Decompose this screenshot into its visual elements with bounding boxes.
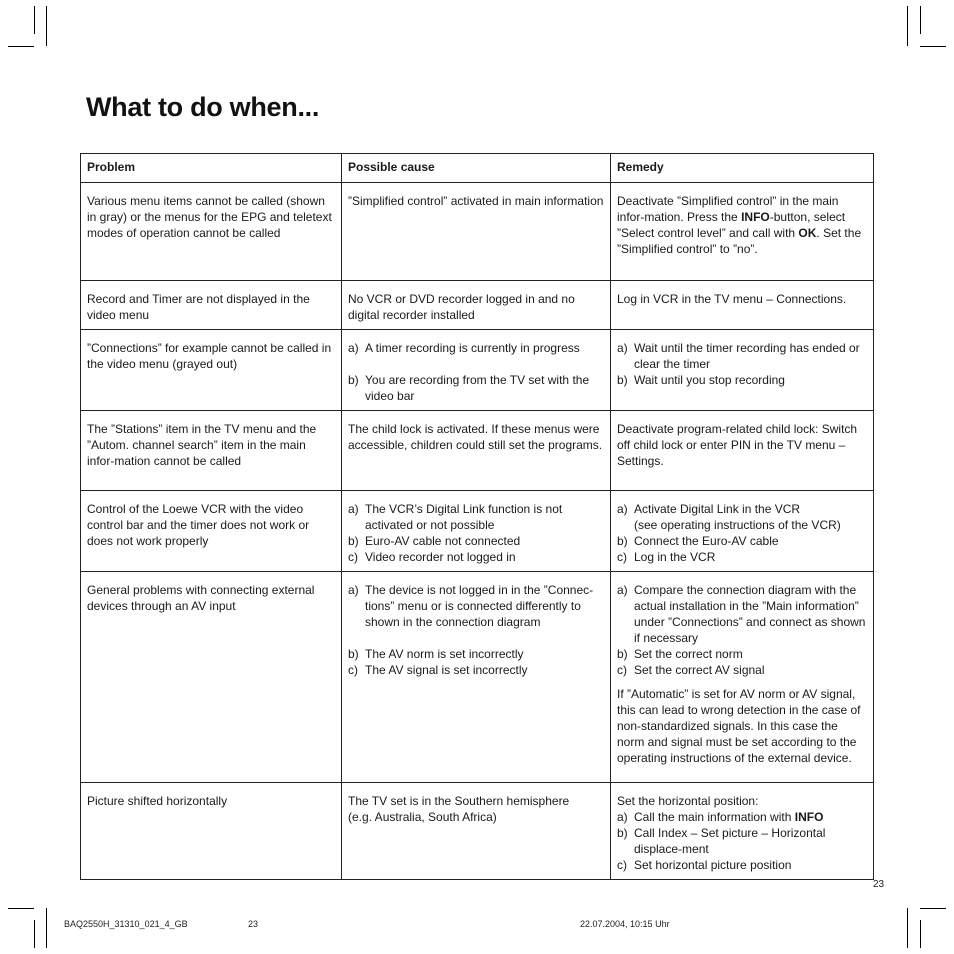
remedy-cell: Deactivate ”Simplified control” in the main infor-mation. Press the INFO-button, select ”Select control level” and call with OK. Set the ”Simplified control” to ”no”. <box>611 183 874 281</box>
cause-cell: The child lock is activated. If these menus were accessible, children could still set the programs. <box>342 411 611 491</box>
problem-cell: Various menu items cannot be called (shown in gray) or the menus for the EPG and teletext modes of operation cannot be called <box>81 183 342 281</box>
remedy-cell: Set the horizontal position: a) Call the main information with INFO b) Call Index – Set picture – Horizontal displace-ment c) Set horizontal picture position <box>611 783 874 880</box>
cause-cell <box>342 330 611 411</box>
list-item: c) Log in the VCR <box>617 550 716 564</box>
list-item: c) Set the correct AV signal <box>617 663 765 677</box>
footer-page: 23 <box>248 919 259 929</box>
list-item: b) Connect the Euro-AV cable <box>617 534 779 548</box>
page-title: What to do when... <box>86 92 320 122</box>
list-item: a) Call the main information with INFO <box>617 810 824 824</box>
list-item: (see operating instructions of the VCR) <box>634 518 841 532</box>
footer-datetime: 22.07.2004, 10:15 Uhr <box>580 919 670 929</box>
troubleshooting-table <box>80 153 874 880</box>
list-item: a) Activate Digital Link in the VCR <box>617 502 801 516</box>
cause-cell <box>342 491 611 572</box>
cause-cell: No VCR or DVD recorder logged in and no digital recorder installed <box>342 281 611 330</box>
list-item: b) Set the correct norm <box>617 647 743 661</box>
cause-cell: ”Simplified control” activated in main information <box>342 183 611 281</box>
table-row <box>81 572 874 783</box>
table-row <box>81 783 874 880</box>
list-item: a) Compare the connection diagram with the actual installation in the ”Main information” under ”Connections” and connect as shown if necessary <box>617 583 866 645</box>
list-item: b) The AV norm is set incorrectly <box>348 647 524 661</box>
list-item: b) Wait until you stop recording <box>617 373 785 387</box>
remedy-cell <box>611 491 874 572</box>
remedy-cell <box>611 330 874 411</box>
table-row <box>81 411 874 491</box>
problem-cell: Picture shifted horizontally <box>81 783 342 880</box>
list-item: c) Video recorder not logged in <box>348 550 516 564</box>
ok-key: OK <box>798 226 817 240</box>
table-row <box>81 491 874 572</box>
cause-cell: The TV set is in the Southern hemisphere (e.g. Australia, South Africa) <box>342 783 611 880</box>
remedy-note: If ”Automatic” is set for AV norm or AV signal, this can lead to wrong detection in the case of non-standardized signals. In this case the norm and signal must be set according to the operating instructions of the external device. <box>617 687 861 765</box>
remedy-cell: Log in VCR in the TV menu – Connections. <box>611 281 874 330</box>
cause-cell <box>342 572 611 783</box>
list-item: a) The VCR’s Digital Link function is not activated or not possible <box>348 502 563 532</box>
table-row <box>81 281 874 330</box>
info-key: INFO <box>741 210 770 224</box>
remedy-cell: Deactivate program-related child lock: Switch off child lock or enter PIN in the TV menu – Settings. <box>611 411 874 491</box>
list-item: c) The AV signal is set incorrectly <box>348 663 528 677</box>
list-item: b) Call Index – Set picture – Horizontal displace-ment <box>617 826 826 856</box>
header-problem: Problem <box>81 154 342 183</box>
footer-file: BAQ2550H_31310_021_4_GB <box>64 919 188 929</box>
list-item: b) Euro-AV cable not connected <box>348 534 521 548</box>
table-header-row <box>81 154 874 183</box>
header-cause: Possible cause <box>342 154 611 183</box>
list-item: c) Set horizontal picture position <box>617 858 792 872</box>
remedy-cell <box>611 572 874 783</box>
header-remedy: Remedy <box>611 154 874 183</box>
problem-cell: Record and Timer are not displayed in the video menu <box>81 281 342 330</box>
page-number: 23 <box>873 879 885 890</box>
list-item: a) A timer recording is currently in progress <box>348 341 580 355</box>
list-item: b) You are recording from the TV set with the video bar <box>348 373 590 403</box>
list-item: a) The device is not logged in in the ”Connec-tions” menu or is connected differently to shown in the connection diagram <box>348 583 594 629</box>
problem-cell: ”Connections” for example cannot be called in the video menu (grayed out) <box>81 330 342 411</box>
table-row <box>81 330 874 411</box>
info-key: INFO <box>794 810 824 824</box>
problem-cell: Control of the Loewe VCR with the video control bar and the timer does not work or does not work properly <box>81 491 342 572</box>
problem-cell: General problems with connecting external devices through an AV input <box>81 572 342 783</box>
list-item: a) Wait until the timer recording has ended or clear the timer <box>617 341 860 371</box>
table-row <box>81 183 874 281</box>
problem-cell: The ”Stations” item in the TV menu and the ”Autom. channel search” item in the main infor-mation cannot be called <box>81 411 342 491</box>
